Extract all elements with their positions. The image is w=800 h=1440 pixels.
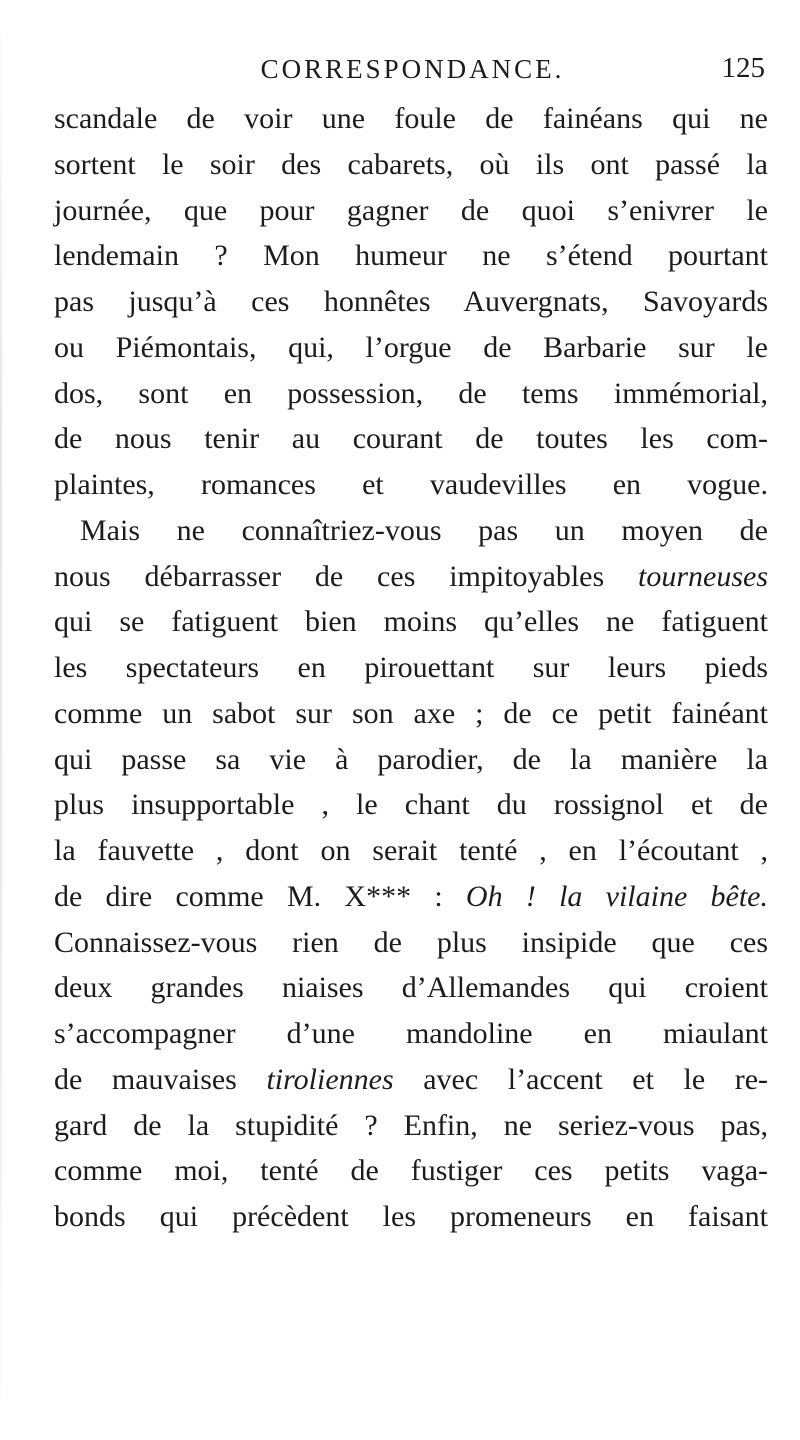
body-text — [54, 96, 768, 1240]
italic-exclamation: Oh ! la vilaine bête. — [465, 879, 769, 913]
text-line-10: Mais ne connaîtriez-vous pas un moyen de — [80, 513, 768, 547]
text-line-3: journée, que pour gagner de quoi s’enivrer le — [54, 193, 768, 227]
text-line-16: plus insupportable , le chant du rossignol et de — [54, 788, 768, 822]
text-line-13: les spectateurs en pirouettant sur leurs pieds — [54, 651, 768, 684]
text-line-9: plaintes, romances et vaudevilles en vogue. — [54, 468, 768, 501]
italic-tourneuses: tourneuses — [638, 559, 768, 593]
text-line-25: bonds qui précèdent les promeneurs en faisant — [54, 1200, 768, 1233]
text-line-22-tail: avec l’accent et le re- — [393, 1062, 769, 1096]
text-line-21: s’accompagner d’une mandoline en miaulant — [54, 1017, 768, 1050]
text-line-22 — [54, 1057, 768, 1103]
page-number: 125 — [721, 52, 765, 84]
text-line-19: Connaissez-vous rien de plus insipide que ces — [54, 925, 768, 959]
running-head — [60, 50, 765, 94]
text-line-11 — [54, 554, 768, 600]
text-line-24: comme moi, tenté de fustiger ces petits vaga- — [54, 1154, 768, 1188]
text-line-18 — [54, 874, 768, 920]
text-line-15: qui passe sa vie à parodier, de la manière la — [54, 742, 768, 776]
text-line-1: scandale de voir une foule de fainéans qui ne — [54, 102, 768, 135]
text-line-6: ou Piémontais, qui, l’orgue de Barbarie sur le — [54, 330, 768, 364]
text-line-18-roman: de dire comme M. X*** : — [54, 879, 466, 913]
running-title: CORRESPONDANCE. — [260, 54, 565, 84]
text-line-2: sortent le soir des cabarets, où ils ont passé la — [54, 147, 768, 181]
italic-tiroliennes: tiroliennes — [266, 1062, 394, 1096]
text-line-4: lendemain ? Mon humeur ne s’étend pourtant — [54, 239, 768, 273]
page-gutter-shadow — [0, 0, 2, 1440]
text-line-12: qui se fatiguent bien moins qu’elles ne fatiguent — [54, 605, 768, 639]
text-line-7: dos, sont en possession, de tems immémorial, — [54, 376, 768, 410]
text-line-23: gard de la stupidité ? Enfin, ne seriez-vous pas, — [54, 1108, 768, 1142]
text-line-11-roman: nous débarrasser de ces impitoyables — [54, 559, 638, 593]
text-line-20: deux grandes niaises d’Allemandes qui croient — [54, 971, 768, 1005]
text-line-17: la fauvette , dont on serait tenté , en l’écoutant , — [54, 834, 768, 867]
text-line-14: comme un sabot sur son axe ; de ce petit fainéant — [54, 696, 768, 730]
text-line-5: pas jusqu’à ces honnêtes Auvergnats, Savoyards — [54, 285, 768, 318]
text-line-8: de nous tenir au courant de toutes les com- — [54, 422, 768, 456]
text-line-22-roman: de mauvaises — [54, 1062, 267, 1096]
